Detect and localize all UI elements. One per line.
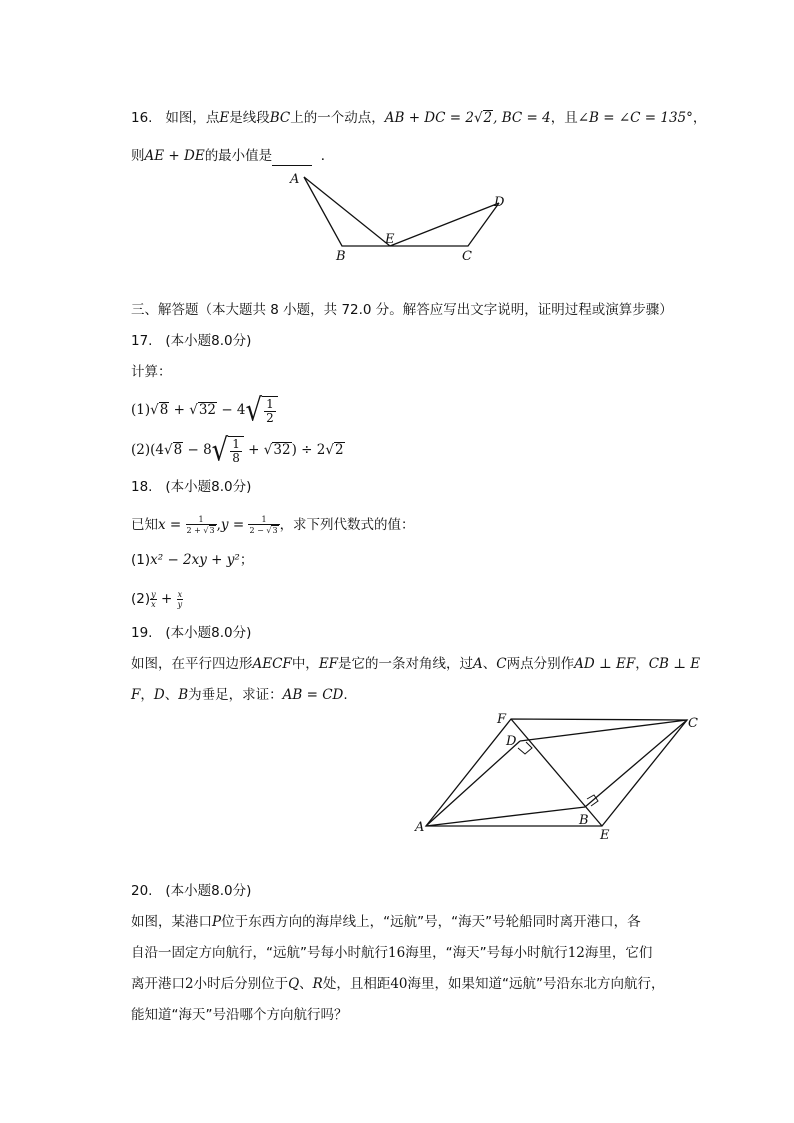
q18-part1: (1)x² − 2xy + y²； [131, 552, 254, 568]
q16-label-b: B [336, 249, 346, 264]
q16-angle: ∠B = ∠C = 135° [577, 110, 693, 126]
q16-label-c: C [462, 249, 472, 264]
q20-number: 20. [131, 883, 153, 899]
q19-score: (本小题8.0分) [165, 625, 252, 641]
q16-point-e: E [219, 110, 230, 126]
q19-line2: F，D、B为垂足，求证：AB = CD. [131, 687, 348, 703]
q19-label-f: F [497, 712, 507, 727]
q20-header [131, 881, 251, 901]
q19-label-e: E [600, 828, 610, 843]
q16-cond1: AB + DC = 2√2, BC = 4 [384, 110, 551, 126]
q20-line3: 离开港口2小时后分别位于Q、R处，且相距40海里，如果知道“远航”号沿东北方向航行， [131, 976, 665, 992]
q17-header [131, 331, 251, 351]
q20-line2: 自沿一固定方向航行，“远航”号每小时航行16海里，“海天”号每小时航行12海里，它们 [131, 945, 653, 961]
q19-label-a: A [415, 820, 425, 835]
q20-line4: 能知道“海天”号沿哪个方向航行吗？ [131, 1007, 348, 1023]
q18-score: (本小题8.0分) [165, 479, 252, 495]
q16-text2: 是线段 [229, 110, 270, 126]
q19-line-cb [585, 720, 687, 807]
q16-line-ed [390, 203, 499, 246]
q18-number: 18. [131, 479, 153, 495]
q19-header [131, 623, 251, 643]
q16-line-ae [304, 177, 390, 246]
q16-line2: 则AE + DE的最小值是 ． [131, 148, 335, 164]
q19-line1: 如图，在平行四边形AECF中，EF是它的一条对角线，过A、C两点分别作AD ⊥ EF，CB ⊥ E [131, 656, 701, 672]
q20-score: (本小题8.0分) [165, 883, 252, 899]
q16-text1: 如图，点 [165, 110, 220, 126]
q16-label-a: A [290, 172, 300, 187]
q16-line1: 16. 如图，点E是线段BC上的一个动点，AB + DC = 2√2, BC = 4，且∠B = ∠C = 135°， [131, 110, 707, 126]
q17-part1: (1)√8 + √32 − 4 √ $\frac{1}{2}$ [131, 396, 278, 425]
q16-number: 16. [131, 110, 153, 126]
q19-line-ad [426, 741, 520, 826]
q18-part2: (2) $\frac{y}{x}$ + $\frac{x}{y}$ [131, 589, 183, 609]
q18-header [131, 477, 251, 497]
q20-line1: 如图，某港口P位于东西方向的海岸线上，“远航”号，“海天”号轮船同时离开港口，各 [131, 914, 641, 930]
section-heading: 三、解答题（本大题共 8 小题，共 72.0 分。解答应写出文字说明，证明过程或演算步骤） [131, 302, 673, 318]
q16-segment-bc: BC [269, 110, 291, 126]
q16-figure [280, 166, 520, 266]
q16-label-e: E [385, 232, 395, 247]
q19-line-ab [426, 807, 585, 826]
q17-intro: 计算： [131, 364, 172, 380]
q16-expression: AE + DE [144, 148, 205, 164]
q19-line-dc [520, 720, 687, 741]
q19-label-c: C [688, 716, 698, 731]
q16-text4: ，且 [550, 110, 578, 126]
q19-number: 19. [131, 625, 153, 641]
q17-part2: (2)(4√8 − 8 √ $\frac{1}{8}$ + √32) ÷ 2√2 [131, 432, 344, 469]
q19-label-d: D [506, 734, 517, 749]
q16-text3: 上的一个动点， [290, 110, 385, 126]
q19-right-angle-d [518, 742, 532, 754]
q17-score: (本小题8.0分) [165, 333, 252, 349]
q16-label-d: D [494, 195, 505, 210]
answer-blank [272, 151, 312, 166]
q16-outline [304, 177, 499, 246]
q18-given: 已知x = $\frac{1}{2 + √3}$ ,y = $\frac{1}{2 - √3}$ ，求下列代数式的值： [131, 515, 415, 535]
q17-number: 17. [131, 333, 153, 349]
q19-figure [405, 705, 715, 850]
q19-label-b: B [579, 813, 589, 828]
